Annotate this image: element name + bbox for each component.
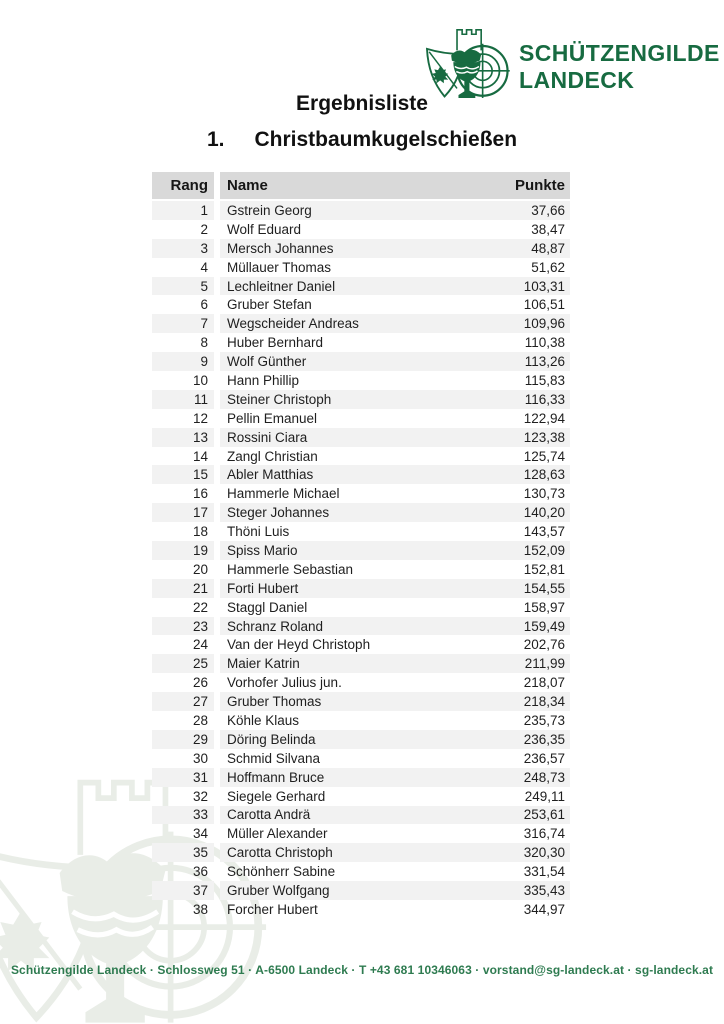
table-row [152, 503, 570, 522]
name-cell: Spiss Mario [227, 542, 298, 558]
rank-cell: 18 [192, 524, 208, 540]
table-row [152, 258, 570, 277]
name-cell: Lechleitner Daniel [227, 278, 336, 294]
name-cell: Gstrein Georg [227, 202, 312, 218]
name-cell: Van der Heyd Christoph [227, 637, 371, 653]
name-points-cell [220, 673, 570, 692]
name-cell: Wolf Eduard [227, 221, 302, 237]
name-points-cell [220, 314, 570, 333]
name-points-cell [220, 390, 570, 409]
points-cell: 106,51 [523, 297, 565, 313]
table-row [152, 541, 570, 560]
rank-cell: 3 [152, 239, 214, 258]
name-points-cell [220, 635, 570, 654]
table-row [152, 352, 570, 371]
name-cell: Schönherr Sabine [227, 864, 336, 880]
rank-cell: 28 [192, 712, 208, 728]
rank-cell: 4 [200, 259, 208, 275]
name-cell: Thöni Luis [227, 524, 290, 540]
table-row [152, 390, 570, 409]
name-points-cell [220, 409, 570, 428]
name-cell: Hann Phillip [227, 372, 300, 388]
name-points-cell [220, 522, 570, 541]
rank-cell: 9 [152, 352, 214, 371]
rank-cell: 5 [152, 277, 214, 296]
name-points-cell [220, 900, 570, 919]
points-cell: 158,97 [523, 599, 565, 615]
points-cell: 38,47 [531, 221, 565, 237]
name-cell: Gruber Wolfgang [227, 883, 330, 898]
page-title: Ergebnisliste [296, 92, 428, 115]
rank-cell: 34 [192, 826, 208, 842]
points-cell: 159,49 [523, 618, 565, 634]
rank-cell: 19 [152, 541, 214, 560]
name-points-cell [220, 692, 570, 711]
table-row [152, 239, 570, 258]
name-cell: Wolf Günther [227, 354, 307, 370]
rank-cell: 33 [152, 806, 214, 825]
name-points-cell [220, 541, 570, 560]
name-cell: Gruber Thomas [227, 694, 322, 710]
rank-cell: 26 [192, 675, 208, 691]
name-points-cell [220, 484, 570, 503]
name-points-cell [220, 806, 570, 825]
table-row [152, 824, 570, 843]
name-points-cell [220, 768, 570, 787]
name-points-cell [220, 371, 570, 390]
table-row [152, 692, 570, 711]
name-cell: Rossini Ciara [227, 429, 308, 445]
org-name-line1: SCHÜTZENGILDE [519, 40, 720, 66]
points-cell: 109,96 [523, 316, 565, 332]
name-cell: Schranz Roland [227, 618, 324, 634]
points-cell: 236,57 [523, 750, 565, 766]
points-cell: 248,73 [523, 769, 565, 785]
points-cell: 37,66 [531, 202, 565, 218]
rank-cell: 35 [152, 843, 214, 862]
table-row [152, 654, 570, 673]
name-cell: Vorhofer Julius jun. [227, 675, 342, 691]
points-cell: 51,62 [531, 259, 565, 275]
name-points-cell [220, 617, 570, 636]
name-points-cell [220, 598, 570, 617]
table-row [152, 428, 570, 447]
rank-cell: 17 [152, 503, 214, 522]
table-row [152, 843, 570, 862]
points-cell: 103,31 [523, 278, 565, 294]
table-row [152, 617, 570, 636]
rank-cell: 32 [192, 788, 208, 804]
points-cell: 125,74 [523, 448, 565, 464]
name-cell: Müllauer Thomas [227, 259, 332, 275]
points-cell: 235,73 [523, 712, 565, 728]
name-points-cell [220, 824, 570, 843]
rank-cell: 27 [152, 692, 214, 711]
rank-cell: 12 [192, 410, 208, 426]
name-points-cell [220, 465, 570, 484]
points-cell: 122,94 [523, 410, 565, 426]
table-row [152, 635, 570, 654]
name-cell: Zangl Christian [227, 448, 318, 464]
points-cell: 128,63 [523, 467, 565, 483]
table-row [152, 465, 570, 484]
table-row [152, 862, 570, 881]
points-cell: 236,35 [523, 731, 565, 747]
table-row [152, 730, 570, 749]
table-row [152, 277, 570, 296]
rank-cell: 38 [192, 901, 208, 917]
name-cell: Pellin Emanuel [227, 410, 318, 426]
name-points-cell [220, 749, 570, 768]
rank-cell: 7 [152, 314, 214, 333]
section-number: 1. [206, 128, 225, 151]
section-title: Christbaumkugelschießen [254, 128, 518, 151]
org-name [519, 40, 720, 94]
points-cell: 344,97 [523, 901, 565, 917]
points-cell: 331,54 [523, 864, 565, 880]
name-points-cell [220, 220, 570, 239]
points-cell: 211,99 [524, 656, 565, 672]
column-header-rang: Rang [152, 172, 214, 199]
footer-contact-line: Schützengilde Landeck · Schlossweg 51 · A-6500 Landeck · T +43 681 10346063 · vorstand@sg-landeck.at · sg-landeck.at [10, 963, 714, 977]
rank-cell: 30 [192, 750, 208, 766]
name-cell: Wegscheider Andreas [227, 316, 359, 332]
name-points-cell [220, 295, 570, 314]
rank-cell: 29 [152, 730, 214, 749]
points-cell: 143,57 [523, 524, 565, 540]
name-points-cell [220, 843, 570, 862]
name-cell: Forcher Hubert [227, 901, 318, 917]
rank-cell: 6 [200, 297, 208, 313]
table-row [152, 579, 570, 598]
points-cell: 130,73 [523, 486, 565, 502]
column-header-group [220, 172, 570, 199]
rank-cell: 31 [152, 768, 214, 787]
rank-cell: 8 [200, 335, 208, 351]
org-name-line2: LANDECK [519, 67, 635, 93]
table-row [152, 201, 570, 220]
name-points-cell [220, 428, 570, 447]
points-cell: 110,38 [524, 335, 565, 351]
name-cell: Mersch Johannes [227, 240, 334, 256]
name-points-cell [220, 333, 570, 352]
name-cell: Döring Belinda [227, 731, 316, 747]
points-cell: 218,34 [523, 694, 565, 710]
rank-cell: 1 [152, 201, 214, 220]
points-cell: 152,09 [523, 542, 565, 558]
points-cell: 116,33 [524, 391, 565, 407]
rank-cell: 13 [152, 428, 214, 447]
points-cell: 113,26 [524, 354, 565, 370]
rank-cell: 24 [192, 637, 208, 653]
name-cell: Carotta Andrä [227, 807, 311, 823]
rank-cell: 37 [152, 881, 214, 900]
name-cell: Steiner Christoph [227, 391, 332, 407]
rank-cell: 21 [152, 579, 214, 598]
table-header-row [152, 172, 570, 199]
table-row [152, 881, 570, 900]
rank-cell: 2 [200, 221, 208, 237]
table-row [152, 673, 570, 692]
name-cell: Gruber Stefan [227, 297, 312, 313]
name-points-cell [220, 881, 570, 900]
points-cell: 218,07 [523, 675, 565, 691]
table-row [152, 220, 570, 239]
rank-cell: 11 [152, 390, 214, 409]
rank-cell: 22 [192, 599, 208, 615]
name-cell: Hammerle Sebastian [227, 561, 354, 577]
rank-cell: 20 [192, 561, 208, 577]
rank-cell: 15 [152, 465, 214, 484]
table-row [152, 560, 570, 579]
name-points-cell [220, 352, 570, 371]
points-cell: 249,11 [524, 788, 565, 804]
table-row [152, 409, 570, 428]
name-cell: Huber Bernhard [227, 335, 324, 351]
name-cell: Maier Katrin [227, 656, 300, 672]
name-cell: Müller Alexander [227, 826, 328, 842]
rank-cell: 36 [192, 864, 208, 880]
points-cell: 152,81 [523, 561, 565, 577]
name-cell: Hoffmann Bruce [227, 769, 325, 785]
points-cell: 48,87 [531, 240, 565, 256]
name-cell: Köhle Klaus [227, 712, 300, 728]
points-cell: 115,83 [524, 372, 565, 388]
results-table [152, 172, 570, 919]
table-row [152, 806, 570, 825]
name-points-cell [220, 277, 570, 296]
name-cell: Forti Hubert [227, 580, 299, 596]
rank-cell: 25 [152, 654, 214, 673]
points-cell: 316,74 [523, 826, 565, 842]
name-points-cell [220, 730, 570, 749]
rank-cell: 14 [192, 448, 208, 464]
name-points-cell [220, 258, 570, 277]
table-row [152, 787, 570, 806]
name-cell: Staggl Daniel [227, 599, 308, 615]
table-row [152, 333, 570, 352]
points-cell: 154,55 [523, 580, 565, 596]
name-points-cell [220, 862, 570, 881]
points-cell: 320,30 [523, 845, 565, 861]
name-points-cell [220, 579, 570, 598]
name-points-cell [220, 503, 570, 522]
name-points-cell [220, 560, 570, 579]
table-row [152, 371, 570, 390]
table-row [152, 749, 570, 768]
rank-cell: 23 [152, 617, 214, 636]
table-row [152, 447, 570, 466]
table-row [152, 768, 570, 787]
points-cell: 253,61 [523, 807, 565, 823]
points-cell: 123,38 [523, 429, 565, 445]
points-cell: 335,43 [523, 883, 565, 898]
name-points-cell [220, 239, 570, 258]
table-row [152, 295, 570, 314]
table-row [152, 598, 570, 617]
rank-cell: 16 [192, 486, 208, 502]
table-row [152, 522, 570, 541]
name-points-cell [220, 711, 570, 730]
points-cell: 202,76 [523, 637, 565, 653]
name-cell: Hammerle Michael [227, 486, 340, 502]
points-cell: 140,20 [523, 505, 565, 521]
name-cell: Siegele Gerhard [227, 788, 326, 804]
name-points-cell [220, 447, 570, 466]
table-row [152, 900, 570, 919]
name-points-cell [220, 654, 570, 673]
name-points-cell [220, 201, 570, 220]
table-row [152, 314, 570, 333]
table-body [152, 201, 570, 919]
column-header-punkte: Punkte [514, 177, 565, 194]
column-header-name: Name [227, 177, 268, 194]
rank-cell: 10 [192, 372, 208, 388]
table-row [152, 484, 570, 503]
name-cell: Steger Johannes [227, 505, 330, 521]
name-cell: Abler Matthias [227, 467, 314, 483]
name-cell: Carotta Christoph [227, 845, 333, 861]
name-cell: Schmid Silvana [227, 750, 321, 766]
name-points-cell [220, 787, 570, 806]
table-row [152, 711, 570, 730]
section-heading [0, 128, 724, 152]
